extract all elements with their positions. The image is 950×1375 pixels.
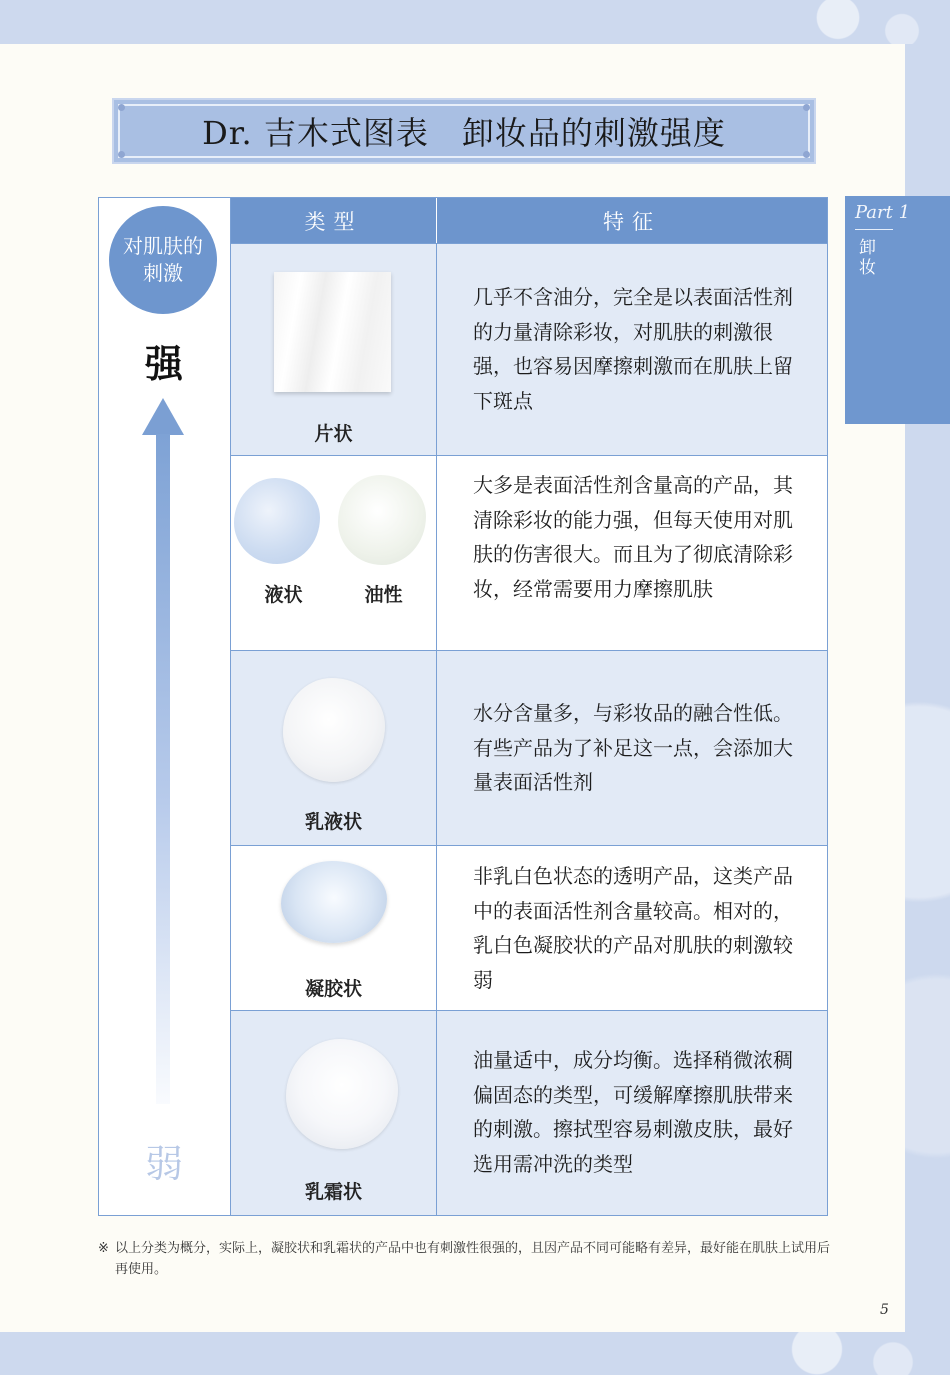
type-cell	[231, 846, 436, 1010]
footnote-text: 以上分类为概分，实际上，凝胶状和乳霜状的产品中也有刺激性很强的，且因产品不同可能略有差异，最好能在肌肤上试用后再使用。	[115, 1241, 831, 1277]
sheet-product-image	[274, 272, 391, 392]
feature-text: 大多是表面活性剂含量高的产品，其清除彩妆的能力强，但每天使用对肌肤的伤害很大。而且为了彻底清除彩妆，经常需要用力摩擦肌肤	[473, 473, 793, 601]
column-divider	[436, 846, 437, 1010]
table-row	[231, 455, 827, 650]
footnote-mark: ※	[98, 1241, 109, 1256]
strong-label: 强	[144, 342, 183, 386]
section-label: 卸妆	[859, 238, 876, 278]
page-title: Dr. 吉木式图表 卸妆品的刺激强度	[202, 114, 726, 152]
footnote	[98, 1238, 838, 1280]
gel-product-image	[281, 861, 387, 943]
corner-dot	[118, 151, 125, 158]
decorative-pattern-top	[790, 0, 950, 44]
type-cell	[231, 456, 436, 650]
header-type: 类型	[231, 198, 437, 243]
header-feature: 特征	[603, 209, 661, 234]
tab-divider	[855, 229, 893, 230]
column-divider	[436, 456, 437, 650]
corner-dot	[118, 104, 125, 111]
type-cell	[231, 244, 436, 455]
weak-label: 弱	[144, 1142, 183, 1186]
table-row	[231, 1010, 827, 1215]
milk-product-image	[283, 678, 385, 782]
arrow-up-icon	[142, 398, 184, 435]
corner-dot	[803, 104, 810, 111]
table-row	[231, 650, 827, 845]
table-header	[231, 198, 827, 243]
table-row	[231, 845, 827, 1010]
cream-product-image	[286, 1039, 398, 1149]
intensity-scale	[98, 197, 230, 1216]
column-divider	[436, 244, 437, 455]
page-number: 5	[880, 1302, 889, 1318]
liquid-product-image	[234, 478, 320, 564]
column-divider	[436, 1011, 437, 1215]
feature-text: 几乎不含油分，完全是以表面活性剂的力量清除彩妆，对肌肤的刺激很强，也容易因摩擦刺激而在肌肤上留下斑点	[473, 285, 793, 413]
section-tab	[845, 196, 950, 424]
title-banner	[112, 98, 816, 164]
type-cell	[231, 1011, 436, 1215]
feature-text: 水分含量多，与彩妆品的融合性低。有些产品为了补足这一点，会添加大量表面活性剂	[473, 701, 793, 794]
stimulation-badge	[109, 206, 217, 314]
part-label: Part 1	[855, 202, 911, 223]
type-label: 油性	[364, 584, 403, 606]
feature-text: 非乳白色状态的透明产品，这类产品中的表面活性剂含量较高。相对的，乳白色凝胶状的产品对肌肤的刺激较弱	[473, 864, 793, 992]
badge-line-2: 刺激	[143, 261, 183, 285]
comparison-table	[230, 197, 828, 1216]
corner-dot	[803, 151, 810, 158]
badge-line-1: 对肌肤的	[123, 234, 203, 258]
decorative-pattern-bottom	[760, 1332, 950, 1375]
type-label: 片状	[314, 423, 353, 445]
type-label: 液状	[264, 584, 303, 606]
decorative-pattern-right	[905, 450, 950, 1330]
arrow-shaft	[156, 434, 170, 1104]
column-divider	[436, 651, 437, 845]
type-label: 凝胶状	[304, 978, 362, 1000]
type-cell	[231, 651, 436, 845]
table-row	[231, 243, 827, 455]
type-label: 乳液状	[304, 811, 362, 833]
type-label: 乳霜状	[304, 1181, 362, 1203]
oil-product-image	[338, 475, 426, 565]
feature-text: 油量适中，成分均衡。选择稍微浓稠偏固态的类型，可缓解摩擦肌肤带来的刺激。擦拭型容易刺激皮肤，最好选用需冲洗的类型	[473, 1048, 793, 1176]
